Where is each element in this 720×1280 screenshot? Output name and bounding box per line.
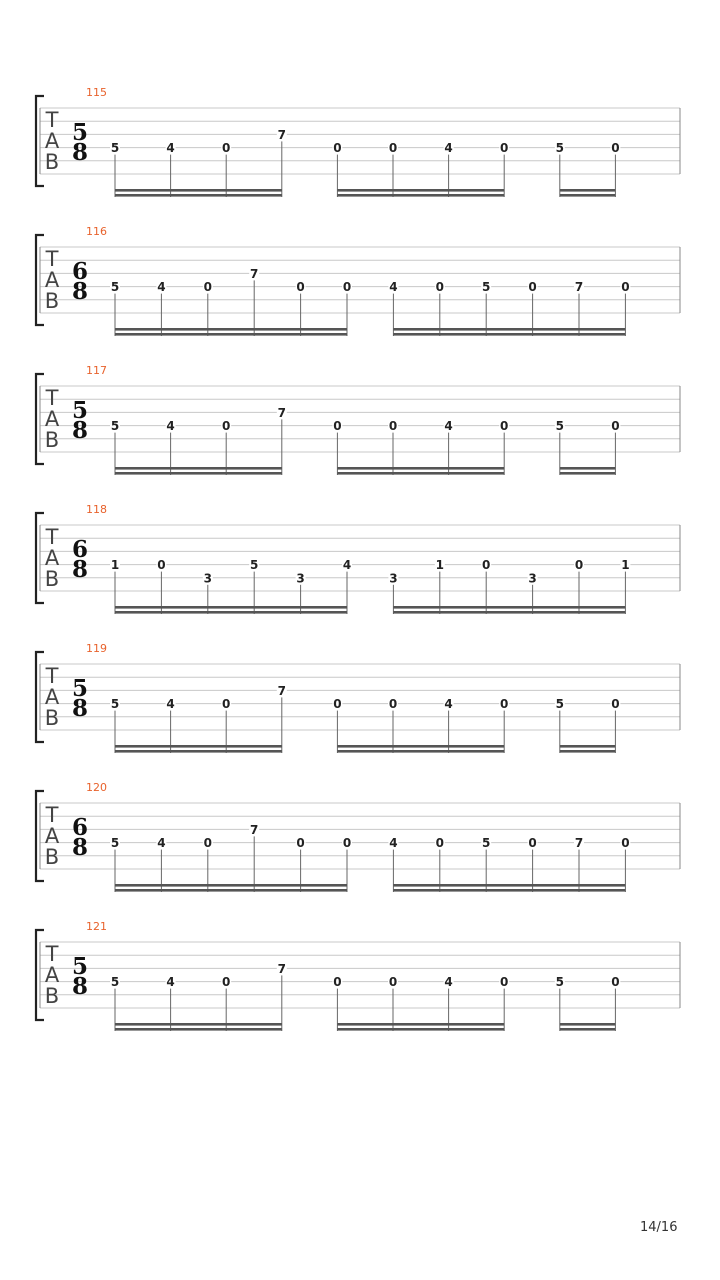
tab-clef-letter: A — [44, 824, 60, 848]
beam-secondary — [560, 194, 616, 197]
tab-clef-letter: T — [45, 942, 59, 966]
beam-secondary — [115, 1028, 282, 1031]
measure-number: 120 — [86, 781, 107, 794]
tab-clef-letter: T — [45, 664, 59, 688]
beam-primary — [560, 467, 616, 470]
fret-number: 0 — [333, 975, 342, 990]
fret-number: 0 — [482, 558, 491, 573]
fret-number: 4 — [166, 697, 175, 712]
beam-secondary — [560, 1028, 616, 1031]
beam-secondary — [115, 472, 282, 475]
fret-number: 5 — [110, 419, 120, 434]
fret-number: 1 — [621, 558, 630, 573]
tab-system-119 — [36, 642, 680, 753]
fret-number: 0 — [500, 141, 509, 156]
time-signature-denominator: 8 — [71, 556, 89, 583]
fret-number: 4 — [444, 141, 453, 156]
fret-number: 0 — [500, 697, 509, 712]
fret-number: 0 — [388, 141, 398, 156]
fret-number: 4 — [166, 975, 175, 990]
tab-clef-letter: T — [45, 247, 59, 271]
fret-number: 0 — [611, 975, 620, 990]
beam-primary — [337, 467, 504, 470]
fret-number: 0 — [203, 836, 212, 851]
fret-number: 0 — [342, 280, 352, 295]
tab-clef-letter: B — [44, 845, 60, 869]
time-signature-denominator: 8 — [71, 278, 89, 305]
fret-number: 4 — [389, 280, 398, 295]
beam-secondary — [115, 333, 347, 336]
beam-primary — [115, 606, 347, 609]
beam-primary — [393, 606, 625, 609]
beam-primary — [560, 189, 616, 192]
time-signature-denominator: 8 — [71, 973, 89, 1000]
time-signature-numerator: 6 — [71, 536, 89, 563]
time-signature-numerator: 5 — [71, 119, 89, 146]
beam-secondary — [115, 750, 282, 753]
fret-number: 0 — [621, 836, 630, 851]
fret-number: 0 — [203, 280, 212, 295]
fret-number: 3 — [389, 571, 398, 586]
measure-number: 117 — [86, 364, 107, 377]
fret-number: 7 — [250, 822, 259, 837]
fret-number: 3 — [296, 571, 305, 586]
fret-number: 0 — [296, 280, 305, 295]
beam-primary — [115, 189, 282, 192]
fret-number: 5 — [110, 975, 120, 990]
beam-primary — [393, 328, 625, 331]
measure-number: 118 — [86, 503, 107, 516]
fret-number: 7 — [277, 683, 286, 698]
beam-primary — [337, 189, 504, 192]
beam-secondary — [393, 611, 625, 614]
tab-system-116 — [36, 225, 680, 336]
tab-clef-letter: T — [45, 525, 59, 549]
fret-number: 4 — [166, 141, 175, 156]
fret-number: 5 — [110, 280, 120, 295]
fret-number: 4 — [444, 419, 453, 434]
beam-primary — [393, 884, 625, 887]
tab-clef-letter: B — [44, 984, 60, 1008]
fret-number: 4 — [166, 419, 175, 434]
tab-clef-letter: B — [44, 289, 60, 313]
tab-system-120 — [36, 781, 680, 892]
fret-number: 0 — [222, 419, 231, 434]
measure-number: 121 — [86, 920, 107, 933]
fret-number: 4 — [342, 558, 352, 573]
fret-number: 1 — [435, 558, 444, 573]
tab-clef-letter: T — [45, 386, 59, 410]
fret-number: 1 — [110, 558, 120, 573]
fret-number: 7 — [277, 961, 286, 976]
fret-number: 0 — [296, 836, 305, 851]
measure-number: 115 — [86, 86, 107, 99]
fret-number: 3 — [203, 571, 212, 586]
fret-number: 0 — [333, 141, 342, 156]
beam-secondary — [393, 333, 625, 336]
fret-number: 0 — [528, 280, 537, 295]
fret-number: 5 — [555, 141, 564, 156]
fret-number: 0 — [388, 697, 398, 712]
beam-secondary — [560, 472, 616, 475]
beam-primary — [337, 1023, 504, 1026]
tab-clef-letter: A — [44, 546, 60, 570]
fret-number: 0 — [222, 975, 231, 990]
fret-number: 0 — [333, 419, 342, 434]
fret-number: 0 — [222, 141, 231, 156]
fret-number: 5 — [110, 697, 120, 712]
fret-number: 7 — [574, 280, 584, 295]
fret-number: 0 — [574, 558, 584, 573]
beam-secondary — [560, 750, 616, 753]
beam-secondary — [337, 750, 504, 753]
tab-clef-letter: T — [45, 803, 59, 827]
tab-clef-letter: A — [44, 685, 60, 709]
fret-number: 0 — [528, 836, 537, 851]
beam-secondary — [393, 889, 625, 892]
time-signature-denominator: 8 — [71, 695, 89, 722]
tab-clef-letter: T — [45, 108, 59, 132]
tab-clef-letter: A — [44, 963, 60, 987]
fret-number: 0 — [611, 697, 620, 712]
tab-system-117 — [36, 364, 680, 475]
measure-number: 116 — [86, 225, 107, 238]
tab-system-118 — [36, 503, 680, 614]
fret-number: 3 — [528, 571, 537, 586]
beam-primary — [115, 1023, 282, 1026]
fret-number: 0 — [388, 975, 398, 990]
fret-number: 0 — [435, 836, 444, 851]
fret-number: 0 — [435, 280, 444, 295]
fret-number: 0 — [388, 419, 398, 434]
time-signature-denominator: 8 — [71, 834, 89, 861]
beam-secondary — [115, 889, 347, 892]
fret-number: 0 — [611, 419, 620, 434]
fret-number: 0 — [611, 141, 620, 156]
fret-number: 5 — [482, 280, 491, 295]
beam-primary — [560, 745, 616, 748]
fret-number: 7 — [250, 266, 259, 281]
tab-clef-letter: B — [44, 706, 60, 730]
fret-number: 4 — [444, 697, 453, 712]
time-signature-numerator: 5 — [71, 953, 89, 980]
fret-number: 5 — [555, 975, 564, 990]
fret-number: 7 — [574, 836, 584, 851]
fret-number: 5 — [250, 558, 259, 573]
beam-secondary — [337, 1028, 504, 1031]
beam-primary — [115, 884, 347, 887]
beam-primary — [115, 745, 282, 748]
tab-clef-letter: A — [44, 268, 60, 292]
beam-primary — [115, 467, 282, 470]
fret-number: 0 — [333, 697, 342, 712]
fret-number: 5 — [110, 836, 120, 851]
fret-number: 7 — [277, 127, 286, 142]
beam-primary — [560, 1023, 616, 1026]
time-signature-denominator: 8 — [71, 417, 89, 444]
tab-clef-letter: A — [44, 129, 60, 153]
fret-number: 4 — [389, 836, 398, 851]
fret-number: 5 — [482, 836, 491, 851]
tab-clef-letter: A — [44, 407, 60, 431]
fret-number: 7 — [277, 405, 286, 420]
beam-secondary — [337, 194, 504, 197]
beam-secondary — [115, 611, 347, 614]
time-signature-numerator: 5 — [71, 675, 89, 702]
fret-number: 0 — [342, 836, 352, 851]
tab-clef-letter: B — [44, 567, 60, 591]
fret-number: 0 — [500, 975, 509, 990]
time-signature-numerator: 6 — [71, 814, 89, 841]
tab-system-115 — [36, 86, 680, 197]
fret-number: 5 — [555, 419, 564, 434]
measure-number: 119 — [86, 642, 107, 655]
fret-number: 5 — [110, 141, 120, 156]
fret-number: 4 — [157, 836, 166, 851]
tab-clef-letter: B — [44, 428, 60, 452]
page-number: 14/16 — [640, 1220, 678, 1235]
tab-system-121 — [36, 920, 680, 1031]
fret-number: 0 — [621, 280, 630, 295]
fret-number: 4 — [157, 280, 166, 295]
beam-secondary — [115, 194, 282, 197]
time-signature-denominator: 8 — [71, 139, 89, 166]
time-signature-numerator: 6 — [71, 258, 89, 285]
tab-clef-letter: B — [44, 150, 60, 174]
fret-number: 5 — [555, 697, 564, 712]
fret-number: 4 — [444, 975, 453, 990]
beam-secondary — [337, 472, 504, 475]
beam-primary — [115, 328, 347, 331]
fret-number: 0 — [222, 697, 231, 712]
fret-number: 0 — [500, 419, 509, 434]
beam-primary — [337, 745, 504, 748]
time-signature-numerator: 5 — [71, 397, 89, 424]
fret-number: 0 — [157, 558, 166, 573]
